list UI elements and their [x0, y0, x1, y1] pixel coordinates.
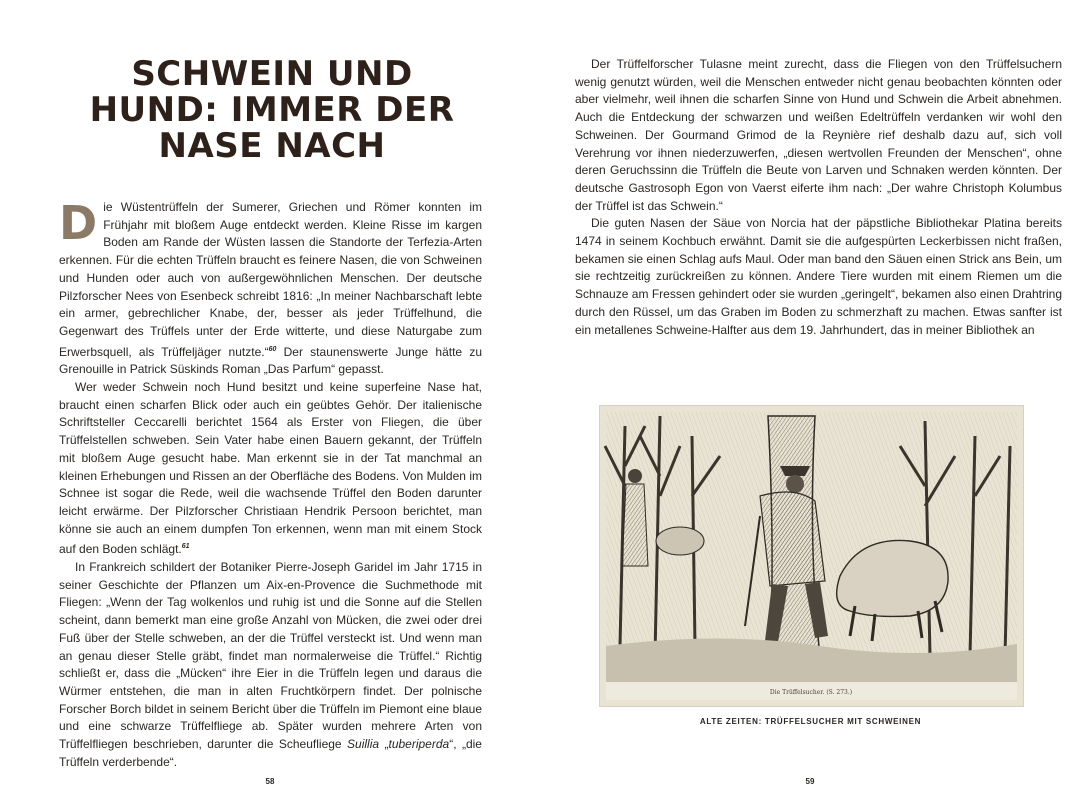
right-page [540, 0, 1080, 809]
paragraph-1 [59, 196, 482, 379]
species-epithet: tuberiperda [388, 737, 450, 752]
paragraph-3 [59, 559, 482, 771]
species-genus: Suillia [347, 737, 380, 752]
title-line-2: HUND: IMMER DER [89, 90, 455, 130]
image-caption: ALTE ZEITEN: TRÜFFELSUCHER MIT SCHWEINEN [699, 717, 922, 726]
paragraph-2-text: Wer weder Schwein noch Hund besitzt und keine superfeine Nase hat, braucht einen scharfen Blick oder auch ein geübtes Gehör. Der italienische Schriftsteller Ceccarelli berichtet 1564 als Erster von Fliegen, die über Trüffelstellen schweben. Sein Vater habe einen Bauern gekannt, der Trüffeln mit bloßem Auge gesucht habe. Man erkennt sie in der Tat manchmal an kleinen Erhebungen und Rissen an der Oberfläche des Bodens. Von Mulden im Schnee ist sogar die Rede, weil die wachsende Trüffel den Boden darunter leicht erwärme. Der Pilzforscher Christiaan Hendrik Persoon berichtet, man könne sie auch an einem dumpfen Ton erkennen, wenn man mit einem Stock auf den Boden schlägt. [59, 380, 482, 557]
background-figure [622, 469, 648, 566]
small-pig [656, 527, 704, 555]
left-body-text [59, 196, 482, 772]
paragraph-5: Die guten Nasen der Säue von Norcia hat der päpstliche Bibliothekar Platina bereits 1474 in seinem Kochbuch erwähnt. Damit sie die aufgespürten Leckerbissen nicht fraßen, bekamen sie einen Schlag aufs Maul. Oder man band den Säuen einen Strick ans Bein, um sie rechtzeitig zurückreißen zu können. Andere Tiere wurden mit einem Riemen um die Schnauze am Fressen gehindert oder sie wurden „geringelt“, bekamen also einen Drahtring durch den Rüssel, um das Graben im Boden zu schmerzhaft zu machen. Etwas sanfter ist ein metallenes Schweine-Halfter aus dem 19. Jahrhundert, das in meiner Bibliothek an [575, 216, 1062, 337]
footnote-ref-60: 60 [268, 345, 277, 353]
title-line-3: NASE NACH [158, 126, 386, 166]
title-line-1: SCHWEIN UND [131, 54, 413, 94]
engraving-illustration [600, 406, 1023, 706]
page-number-right: 59 [805, 777, 815, 786]
paragraph-1-text-b: Der staunenswerte Junge hätte zu Grenouille in Patrick Süskinds Roman „Das Parfum“ gepasst. [59, 344, 482, 377]
truffle-hunters-engraving [599, 405, 1024, 707]
paragraph-3-text-mid: „ [379, 737, 389, 752]
paragraph-3-text-a: In Frankreich schildert der Botaniker Pierre-Joseph Garidel im Jahr 1715 in seiner Geschichte der Pflanzen um Aix-en-Provence die Suchmethode mit Fliegen: „Wenn der Tag wolkenlos und ruhig ist und die Sonne auf die Stellen scheint, dann bemerkt man eine große Anzahl von Mücken, die zwei oder drei Fuß über der Stelle schweben, an der die Trüffel versteckt ist. Und wenn man an genau dieser Stelle gräbt, findet man normalerweise die Trüffel.“ Richtig schließt er, dass die „Mücken“ ihre Eier in die Trüffeln legen und daraus die Würmer entstehen, die man in alten Fruchtkörpern findet. Der polnische Forscher Borch bildet in seinem Bericht über die Trüffeln im Piemont eine blaue und eine schwarze Trüffelfliege ab. Später wurden mehrere Arten von Trüffelfliegen beschrieben, darunter die Scheufliege [59, 560, 482, 752]
page-number-left: 58 [265, 777, 275, 786]
right-body-text [575, 56, 1062, 339]
engraving-inscription: Die Trüffelsucher. (S. 273.) [769, 689, 853, 696]
footnote-ref-61: 61 [181, 543, 190, 551]
drop-cap: D [59, 196, 98, 250]
paragraph-1-text-a: ie Wüstentrüffeln der Sumerer, Griechen und Römer konnten im Frühjahr mit bloßem Auge entdeckt werden. Kleine Risse im kargen Boden am Rande der Wüsten lassen die Standorte der Terfezia-Arten erkennen. Für die echten Trüffeln braucht es feinere Nasen, die von Schweinen und Hunden oder auch von außergewöhnlichen Menschen. Der deutsche Pilzforscher Nees von Esenbeck schreibt 1816: „In meiner Nachbarschaft lebte ein armer, gebrechlicher Knabe, der, besser als jeder Trüffelhund, die Gegenwart des Trüffels unter der Erde witterte, und diese Naturgabe zum Erwerbsquell, als Trüffeljäger nutzte.“ [59, 200, 482, 359]
paragraph-3-text-end: “, „die Trüffeln verderbende“. [59, 737, 482, 769]
paragraph-2 [59, 379, 482, 559]
chapter-title [60, 56, 484, 164]
paragraph-4: Der Trüffelforscher Tulasne meint zurecht, dass die Fliegen von den Trüffelsuchern wenig genutzt würden, weil die Menschen entweder nicht genau beobachten könnten oder aber vielmehr, weil ihnen die scharfen Sinne von Hund und Schwein die Arbeit abnehmen. Auch die Entdeckung der schwarzen und weißen Edeltrüffeln verdanken wir wohl den Schweinen. Der Gourmand Grimod de la Reynière rief deshalb dazu auf, sich voll Verehrung vor ihnen niederzuwerfen, „diesen wertvollen Freunden der Menschen“, ohne deren Geruchssinn die Trüffeln die Beute von Larven und Schnaken werden könnten. Der deutsche Gastrosoph Egon von Vaerst eiferte ihm nach: „Der wahre Christoph Kolumbus der Trüffel ist das Schwein.“ [575, 57, 1062, 213]
